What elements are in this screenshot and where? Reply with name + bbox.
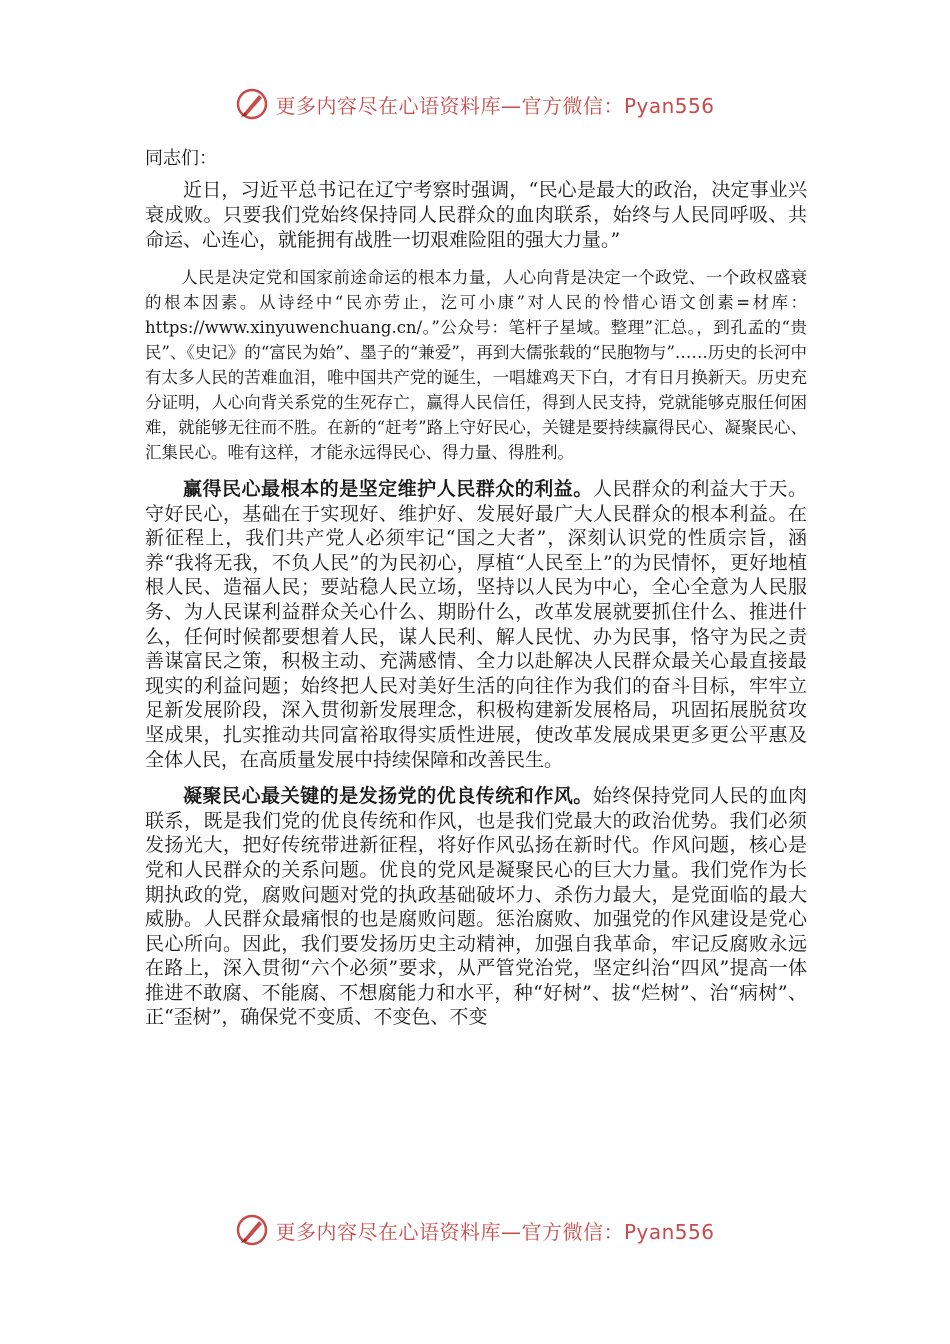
pen-logo-icon: [235, 1213, 269, 1247]
paragraph-3-text: 人民群众的利益大于天。守好民心，基础在于实现好、维护好、发展好最广大人民群众的根本利益。在新征程上，我们共产党人必须牢记“国之大者”，深刻认识党的性质宗旨，涵养“我将无我，不负人民”的为民初心，厚植“人民至上”的为民情怀，更好地植根人民、造福人民；要站稳人民立场，坚持以人民为中心，全心全意为人民服务、为人民谋利益群众关心什么、期盼什么，改革发展就要抓住什么、推进什么，任何时候都要想着人民，谋人民利、解人民忧、办为民事，恪守为民之责善谋富民之策，积极主动、充满感情、全力以赴解决人民群众最关心最直接最现实的利益问题；始终把人民对美好生活的向往作为我们的奋斗目标，牢牢立足新发展阶段，深入贯彻新发展理念，积极构建新发展格局，巩固拓展脱贫攻坚成果，扎实推动共同富裕取得实质性进展，使改革发展成果更多更公平惠及全体人民，在高质量发展中持续保障和改善民生。: [145, 478, 807, 771]
pen-logo-icon: [235, 87, 269, 121]
salutation: 同志们：: [145, 148, 217, 169]
paragraph-3: [145, 477, 807, 772]
paragraph-4-heading: 凝聚民心最关键的是发扬党的优良传统和作风。: [183, 785, 593, 808]
header-banner: [0, 82, 950, 126]
paragraph-2: 人民是决定党和国家前途命运的根本力量，人心向背是决定一个政党、一个政权盛衰的根本因素。从诗经中“民亦劳止，汔可小康”对人民的怜惜心语文创素=材库：https://www.xinyuwenchuang.cn/。”公众号：笔杆子星域。整理”汇总。，到孔孟的“贵民”、《史记》的“富民为始”、墨子的“兼爱”，再到大儒张载的“民胞物与”……历史的长河中有太多人民的苦难血泪，唯中国共产党的诞生，一唱雄鸡天下白，才有日月换新天。历史充分证明，人心向背关系党的生死存亡，赢得人民信任，得到人民支持，党就能够克服任何困难，就能够无往而不胜。在新的“赶考”路上守好民心，关键是要持续赢得民心、凝聚民心、汇集民心。唯有这样，才能永远得民心、得力量、得胜利。: [145, 268, 807, 462]
paragraph-4-text: 始终保持党同人民的血肉联系，既是我们党的优良传统和作风，也是我们党最大的政治优势。我们必须发扬光大，把好传统带进新征程，将好作风弘扬在新时代。作风问题，核心是党和人民群众的关系问题。优良的党风是凝聚民心的巨大力量。我们党作为长期执政的党，腐败问题对党的执政基础破坏力、杀伤力最大，是党面临的最大威胁。人民群众最痛恨的也是腐败问题。惩治腐败、加强党的作风建设是党心民心所向。因此，我们要发扬历史主动精神，加强自我革命，牢记反腐败永远在路上，深入贯彻“六个必须”要求，从严管党治党，坚定纠治“四风”提高一体推进不敢腐、不能腐、不想腐能力和水平，种“好树”、拔“烂树”、治“病树”、正“歪树”，确保党不变质、不变色、不变: [145, 785, 807, 1029]
paragraph-1: 近日，习近平总书记在辽宁考察时强调，“民心是最大的政治，决定事业兴衰成败。只要我们党始终保持同人民群众的血肉联系，始终与人民同呼吸、共命运、心连心，就能拥有战胜一切艰难险阻的强大力量。”: [145, 179, 807, 251]
footer-banner: [0, 1208, 950, 1252]
banner-text: 更多内容尽在心语资料库—官方微信：Pyan556: [275, 93, 715, 118]
document-body: [145, 146, 807, 1042]
paragraph-4: [145, 784, 807, 1030]
paragraph-3-heading: 赢得民心最根本的是坚定维护人民群众的利益。: [183, 478, 593, 500]
banner-text: 更多内容尽在心语资料库—官方微信：Pyan556: [275, 1219, 715, 1244]
